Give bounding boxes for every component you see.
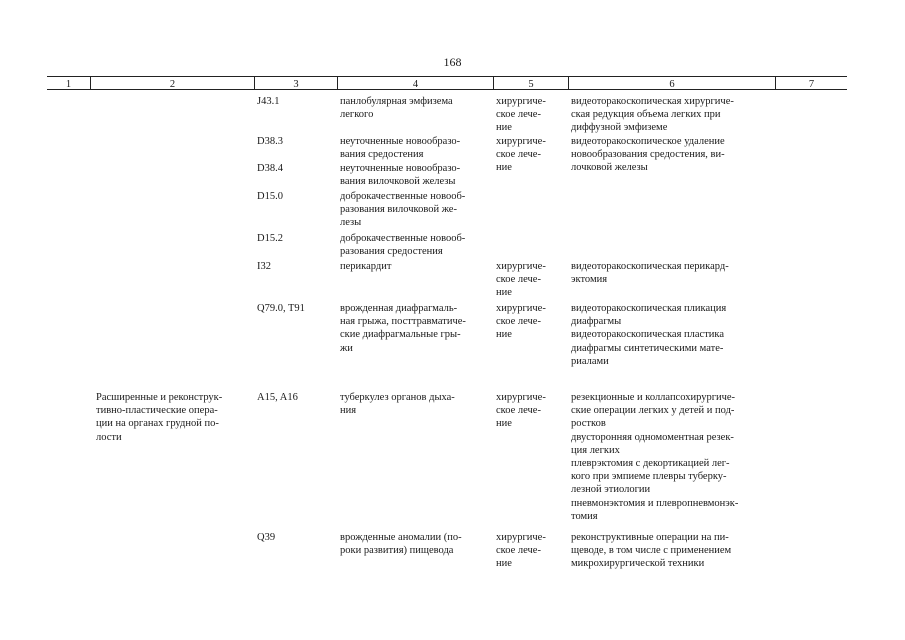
treatment-cell: хирургиче- ское лече- ние [496, 136, 546, 174]
disease-cell: неуточненные новообразо- вания вилочковой железы [340, 163, 461, 188]
disease-cell: доброкачественные новооб- разования вилочковой же- лезы [340, 191, 466, 229]
method-cell: реконструктивные операции на пи- щеводе, в том числе с применением микрохирургической техники [571, 532, 732, 570]
code-cell: D38.4 [257, 163, 283, 174]
code-cell: Q39 [257, 532, 276, 543]
column-number-6: 6 [669, 79, 675, 90]
code-cell: D38.3 [257, 136, 283, 147]
disease-cell: доброкачественные новооб- разования средостения [340, 233, 466, 258]
code-cell: J43.1 [257, 96, 280, 107]
treatment-cell: хирургиче- ское лече- ние [496, 303, 546, 341]
code-cell: D15.2 [257, 233, 283, 244]
table-top-rule [47, 76, 847, 77]
disease-cell: врожденные аномалии (по- роки развития) пищевода [340, 532, 462, 557]
section-title-cell: Расширенные и реконструк- тивно-пластические опера- ции на органах грудной по- лости [96, 392, 223, 443]
code-cell: Q79.0, T91 [257, 303, 305, 314]
column-number-7: 7 [808, 79, 815, 90]
disease-cell: перикардит [340, 261, 392, 272]
disease-cell: врожденная диафрагмаль- ная грыжа, посттравматиче- ские диафрагмальные гры- жи [340, 303, 466, 354]
disease-cell: туберкулез органов дыха- ния [340, 392, 455, 417]
method-cell: видеоторакоскопическая перикард- эктомия [571, 261, 729, 286]
method-cell: резекционные и коллапсохирургиче- ские операции легких у детей и под- ростков двусторонняя одномоментная резек- ция легких плеврэктомия с декортикацией лег- кого при эмпиеме плевры туберку- лезной этиологии пневмонэктомия и плевропневмонэк- томия [571, 392, 739, 522]
treatment-cell: хирургиче- ское лече- ние [496, 532, 546, 570]
treatment-cell: хирургиче- ское лече- ние [496, 96, 546, 134]
method-cell: видеоторакоскопическая пликация диафрагмы видеоторакоскопическая пластика диафрагмы синтетическими мате- риалами [571, 303, 727, 367]
disease-cell: панлобулярная эмфизема легкого [340, 96, 453, 121]
column-number-3: 3 [293, 79, 299, 90]
method-cell: видеоторакоскопическая хирургиче- ская редукция объема легких при диффузной эмфиземе [571, 96, 734, 134]
code-cell: I32 [257, 261, 271, 272]
treatment-cell: хирургиче- ское лече- ние [496, 261, 546, 299]
disease-cell: неуточненные новообразо- вания средостения [340, 136, 461, 161]
column-number-5: 5 [528, 79, 534, 90]
column-number-2: 2 [169, 79, 176, 90]
page-number: 168 [443, 55, 462, 69]
code-cell: A15, A16 [257, 392, 298, 403]
column-number-4: 4 [412, 79, 419, 90]
code-cell: D15.0 [257, 191, 283, 202]
method-cell: видеоторакоскопическое удаление новообразования средостения, ви- лочковой железы [571, 136, 725, 174]
treatment-cell: хирургиче- ское лече- ние [496, 392, 546, 430]
column-number-1: 1 [65, 79, 72, 90]
